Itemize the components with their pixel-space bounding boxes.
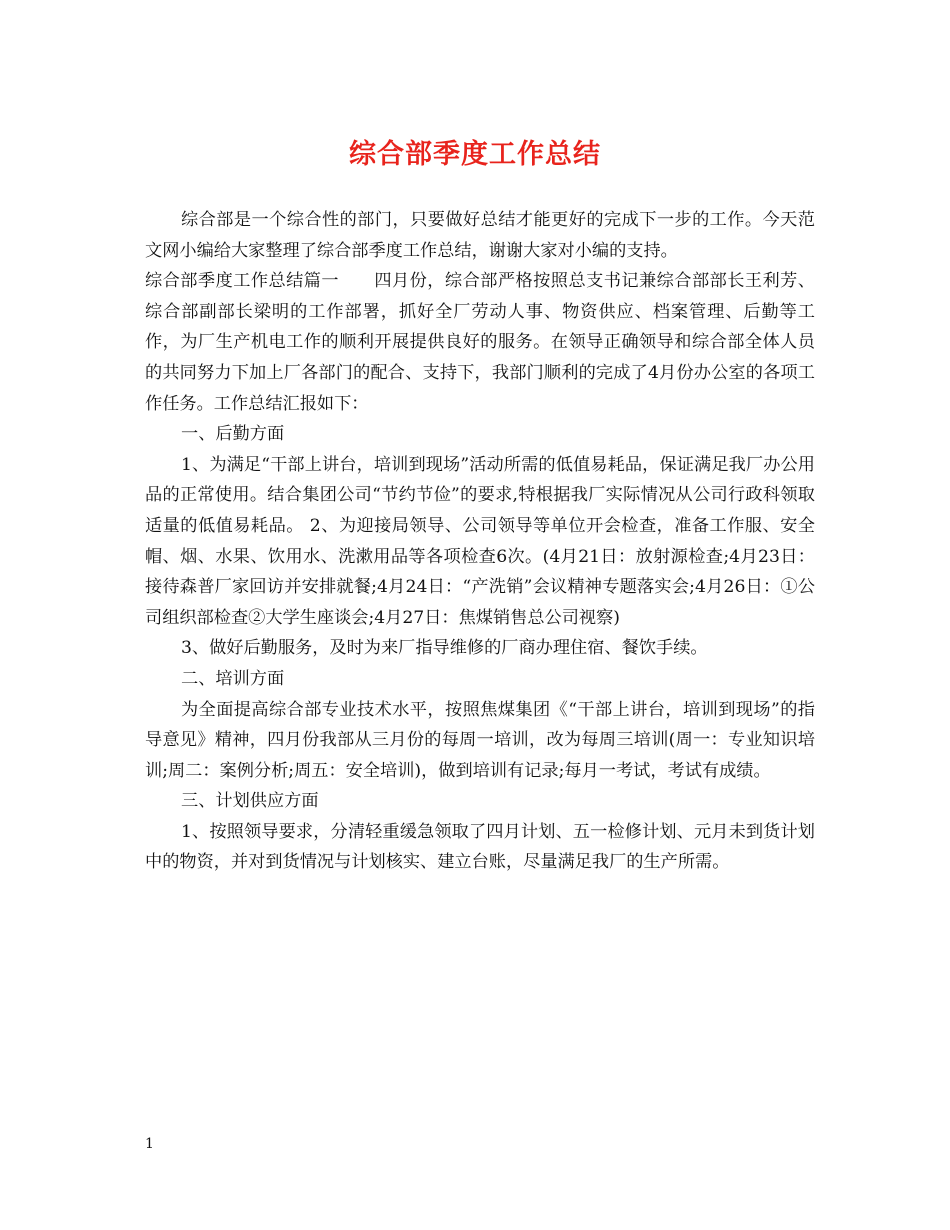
body-paragraph: 三、计划供应方面 [181, 791, 319, 812]
body-paragraph: 3、做好后勤服务，及时为来厂指导维修的厂商办理住宿、餐饮手续。 [181, 638, 708, 659]
body-paragraph: 一、后勤方面 [181, 424, 285, 445]
body-paragraph: 综合部季度工作总结篇一 四月份，综合部严格按照总支书记兼综合部部长王利芳、综合部副部长梁明的工作部署，抓好全厂劳动人事、物资供应、档案管理、后勤等工作，为厂生产机电工作的顺利开展提供良好的服务。在领导正确领导和综合部全体人员的共同努力下加上厂各部门的配合、支持下，我部门顺利的完成了4月份办公室的各项工作任务。工作总结汇报如下： [145, 271, 815, 414]
document-title: 综合部季度工作总结 [349, 139, 601, 170]
body-paragraph: 二、培训方面 [181, 668, 285, 689]
body-paragraph: 综合部是一个综合性的部门，只要做好总结才能更好的完成下一步的工作。今天范文网小编给大家整理了综合部季度工作总结，谢谢大家对小编的支持。 [145, 210, 815, 261]
page-number: 1 [145, 1136, 154, 1152]
body-paragraph: 为全面提高综合部专业技术水平，按照焦煤集团《“干部上讲台，培训到现场”的指导意见》精神，四月份我部从三月份的每周一培训，改为每周三培训(周一：专业知识培训;周二：案例分析;周五：安全培训)，做到培训有记录;每月一考试，考试有成绩。 [145, 699, 815, 781]
body-paragraph: 1、为满足“干部上讲台，培训到现场”活动所需的低值易耗品，保证满足我厂办公用品的正常使用。结合集团公司“节约节俭”的要求,特根据我厂实际情况从公司行政科领取适量的低值易耗品。 2、为迎接局领导、公司领导等单位开会检查，准备工作服、安全帽、烟、水果、饮用水、洗漱用品等各项检查6次。(4月21日：放射源检查;4月23日：接待森普厂家回访并安排就餐;4月24日：“产洗销”会议精神专题落实会;4月26日：①公司组织部检查②大学生座谈会;4月27日：焦煤销售总公司视察) [145, 454, 815, 628]
document-body [145, 205, 815, 878]
body-paragraph: 1、按照领导要求，分清轻重缓急领取了四月计划、五一检修计划、元月未到货计划中的物资，并对到货情况与计划核实、建立台账，尽量满足我厂的生产所需。 [145, 821, 815, 873]
